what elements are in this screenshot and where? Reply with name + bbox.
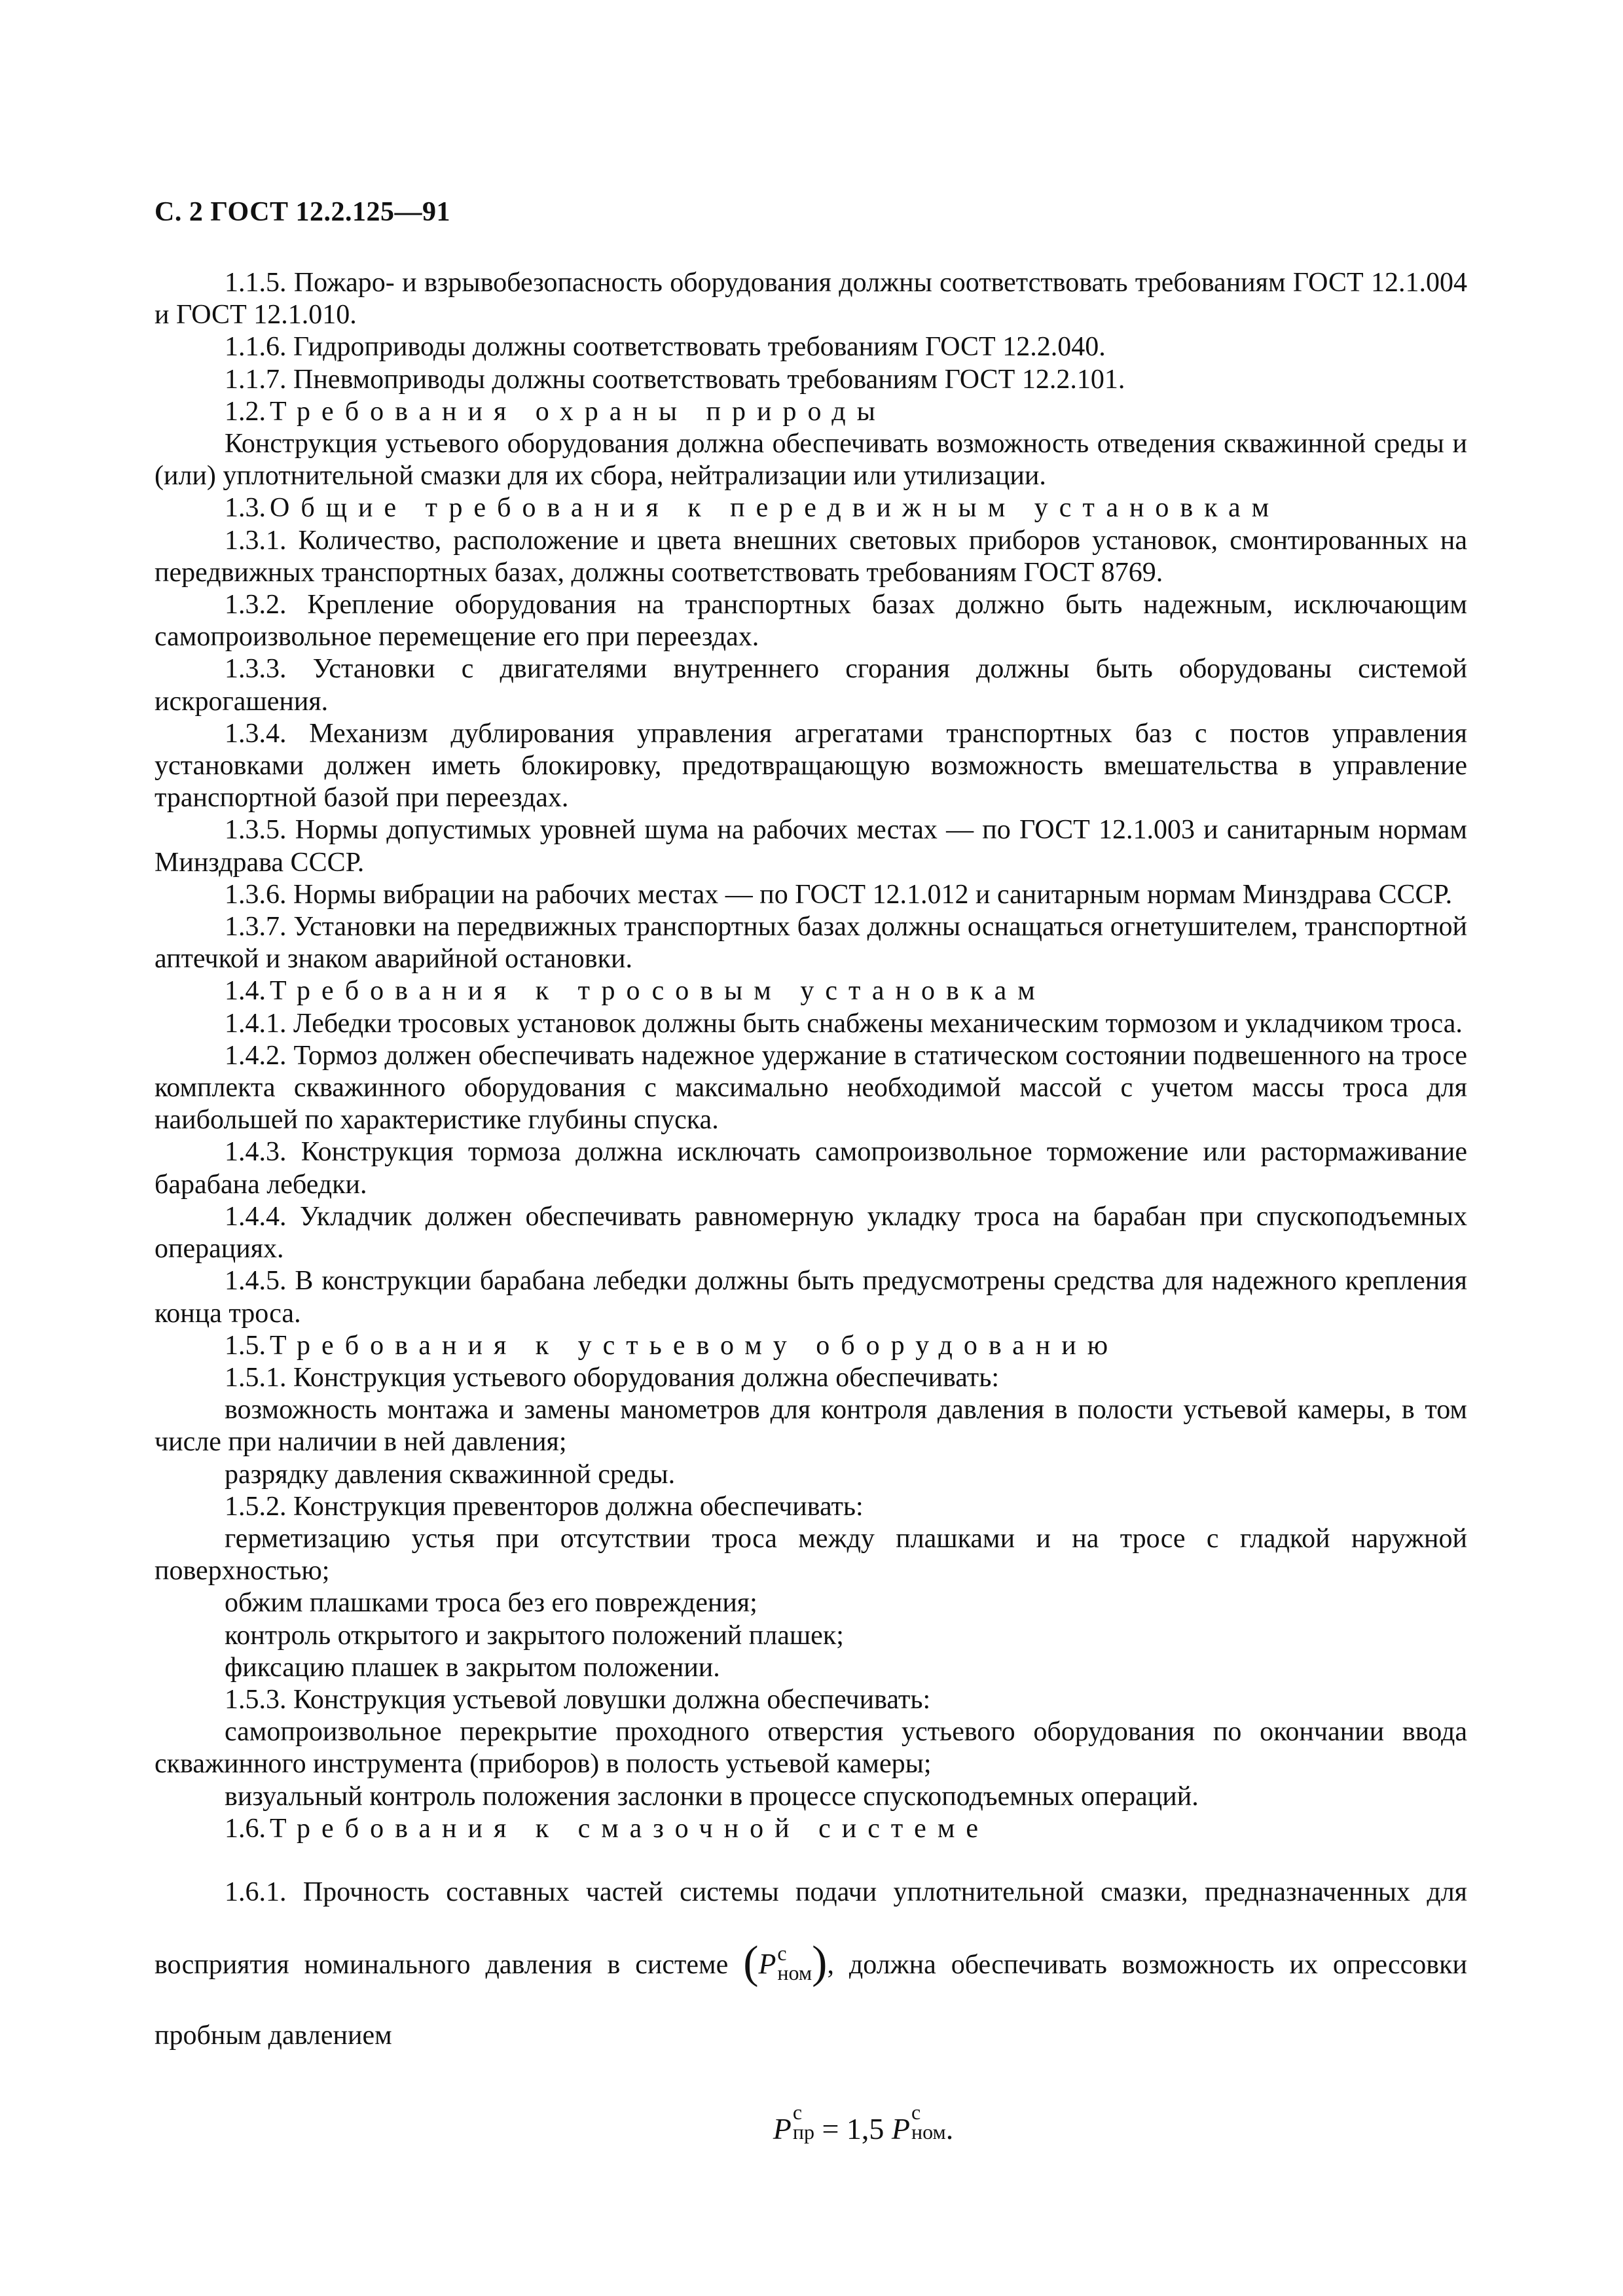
paragraph: возможность монтажа и замены манометров для контроля давления в полости устьевой камеры, в том числе при наличии в ней давления; [155, 1395, 1467, 1458]
paragraph-text-before: 1.6.1. Прочность составных частей системы подачи уплотнительной смазки, предназначенных для восприятия номинального давления в системе [155, 1876, 1467, 1980]
section-number: 1.2. [225, 396, 266, 427]
formula-superscript: с [777, 1941, 787, 1965]
paragraph: 1.4.5. В конструкции барабана лебедки должны быть предусмотрены средства для надежного крепления конца троса. [155, 1266, 1467, 1329]
formula-lhs-variable: P [773, 2111, 792, 2145]
paragraph: 1.4.3. Конструкция тормоза должна исключать самопроизвольное торможение или растормаживание барабана лебедки. [155, 1137, 1467, 1200]
paragraph: 1.1.5. Пожаро- и взрывобезопасность оборудования должны соответствовать требованиям ГОСТ 12.1.004 и ГОСТ 12.1.010. [155, 268, 1467, 331]
formula-lhs-subscript: пр [792, 2119, 814, 2144]
section-heading [155, 975, 1467, 1007]
paragraph-text-after: , должна обеспечивать возможность их опрессовки пробным давлением [155, 1949, 1468, 2051]
document-body [155, 267, 1467, 2145]
paragraph: 1.4.2. Тормоз должен обеспечивать надежное удержание в статическом состоянии подвешенного на тросе комплекта скважинного оборудования с максимально необходимой массой с учетом массы троса для наибольшей по характеристике глубины спуска. [155, 1040, 1467, 1136]
formula-variable: P [758, 1947, 776, 1980]
section-heading [155, 396, 1467, 428]
section-heading [155, 1813, 1467, 1845]
section-title: Требования к смазочной системе [270, 1813, 990, 1844]
page-header: С. 2 ГОСТ 12.2.125—91 [155, 197, 451, 227]
formula-rhs-variable: P [891, 2111, 911, 2145]
paragraph: 1.5.3. Конструкция устьевой ловушки должна обеспечивать: [225, 1684, 931, 1715]
formula-end-period: . [945, 2111, 954, 2145]
inline-formula: (P с ном ) [743, 1937, 828, 1988]
section-title: Требования к устьевому оборудованию [270, 1330, 1120, 1361]
formula-lhs-superscript: с [792, 2100, 803, 2124]
section-title: Требования охраны природы [270, 396, 886, 427]
paragraph: 1.3.7. Установки на передвижных транспортных базах должны оснащаться огнетушителем, транспортной аптечкой и знаком аварийной остановки. [155, 912, 1467, 975]
paragraph: 1.1.7. Пневмоприводы должны соответствовать требованиям ГОСТ 12.2.101. [225, 364, 1125, 395]
section-number: 1.6. [225, 1813, 266, 1844]
paragraph: 1.3.3. Установки с двигателями внутреннего сгорания должны быть оборудованы системой искрогашения. [155, 654, 1467, 717]
paragraph: 1.5.2. Конструкция превенторов должна обеспечивать: [225, 1491, 864, 1522]
section-heading [155, 1330, 1467, 1362]
paragraph: визуальный контроль положения заслонки в процессе спускоподъемных операций. [225, 1781, 1199, 1812]
paragraph: 1.3.6. Нормы вибрации на рабочих местах — по ГОСТ 12.1.012 и санитарным нормам Минздрава СССР. [225, 879, 1453, 910]
paragraph: 1.3.1. Количество, расположение и цвета внешних световых приборов установок, смонтированных на передвижных транспортных базах, должны соответствовать требованиям ГОСТ 8769. [155, 525, 1467, 588]
formula-coefficient: 1,5 [846, 2111, 884, 2145]
paragraph: Конструкция устьевого оборудования должна обеспечивать возможность отведения скважинной среды и (или) уплотнительной смазки для их сбора, нейтрализации или утилизации. [155, 429, 1467, 492]
paragraph: 1.3.5. Нормы допустимых уровней шума на рабочих местах — по ГОСТ 12.1.003 и санитарным нормам Минздрава СССР. [155, 815, 1467, 878]
section-number: 1.4. [225, 976, 266, 1007]
section-heading [155, 492, 1467, 524]
paragraph: 1.3.2. Крепление оборудования на транспортных базах должно быть надежным, исключающим самопроизвольное перемещение его при переездах. [155, 590, 1467, 653]
section-title: Требования к тросовым установкам [270, 976, 1046, 1007]
paragraph: 1.1.6. Гидроприводы должны соответствовать требованиям ГОСТ 12.2.040. [225, 332, 1106, 363]
paragraph-with-formula [155, 1857, 1467, 2071]
paragraph: 1.4.4. Укладчик должен обеспечивать равномерную укладку троса на барабан при спускоподъемных операциях. [155, 1201, 1467, 1265]
paragraph: 1.4.1. Лебедки тросовых установок должны быть снабжены механическим тормозом и укладчиком троса. [225, 1008, 1463, 1039]
formula-rhs-superscript: с [911, 2100, 921, 2124]
section-title: Общие требования к передвижным установкам [270, 493, 1281, 524]
paragraph: контроль открытого и закрытого положений плашек; [225, 1620, 844, 1651]
section-number: 1.3. [225, 493, 266, 524]
formula-equals: = [822, 2111, 839, 2145]
paragraph: 1.5.1. Конструкция устьевого оборудования должна обеспечивать: [225, 1362, 1000, 1393]
paragraph: фиксацию плашек в закрытом положении. [225, 1652, 720, 1683]
display-formula [155, 2102, 1467, 2145]
formula-subscript: ном [777, 1960, 812, 1984]
paragraph: 1.3.4. Механизм дублирования управления агрегатами транспортных баз с постов управления установками должен иметь блокировку, предотвращающую возможность вмешательства в управление транспортной базой при переездах. [155, 718, 1467, 814]
paragraph: самопроизвольное перекрытие проходного отверстия устьевого оборудования по окончании ввода скважинного инструмента (приборов) в полость устьевой камеры; [155, 1717, 1467, 1780]
section-number: 1.5. [225, 1330, 266, 1361]
paragraph: разрядку давления скважинной среды. [225, 1459, 676, 1490]
paragraph: обжим плашками троса без его повреждения; [225, 1588, 757, 1619]
formula-rhs-subscript: ном [911, 2119, 946, 2144]
paragraph: герметизацию устья при отсутствии троса между плашками и на тросе с гладкой наружной поверхностью; [155, 1523, 1467, 1587]
